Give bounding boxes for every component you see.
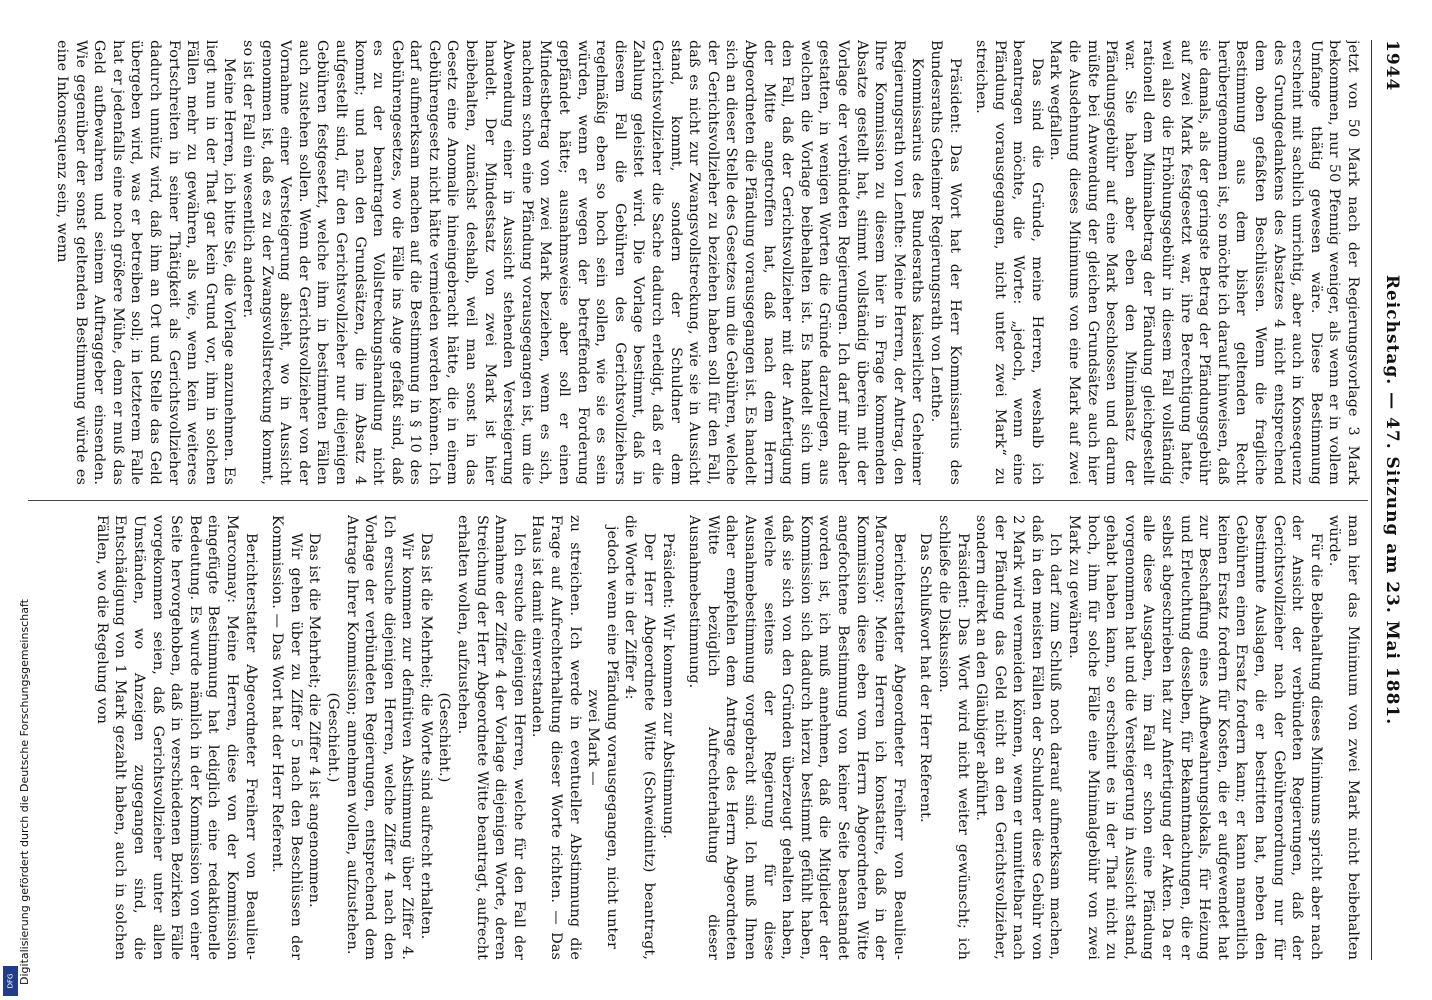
page-title: Reichstag. — 47. Sitzung am 23. Mai 1881. — [1382, 274, 1402, 726]
paragraph: Präsident: Das Wort hat der Herr Kommissarius des Bundesraths Geheimer Regierungsrath von Lenthe. — [927, 40, 963, 485]
right-column — [32, 515, 1362, 960]
stage-direction: (Geschieht.) — [324, 692, 341, 783]
paragraph: Wir gehen über zu Ziffer 5 nach den Beschlüssen der Kommission. — Das Wort hat der Herr Referent. — [269, 515, 304, 960]
paragraph: Berichterstatter Abgeordneter Freiherr von Beaulieu-Marconnay: Meine Herren, diese von der Kommission eingefügte Bestimmung hat lediglich eine redaktionelle Bedeutung. Es wurde nämlich in der Kommission von einer Seite hervorgehoben, daß in verschiedenen Bezirken Fälle vorgekommen seien, daß Gerichtsvollzieher unter allen Umständen, wo Anzeigen zugegangen sind, die Entschädigung von 1 Mark gezahlt haben, auch in solchen Fällen, wo die Regelung von — [93, 515, 259, 960]
paragraph: Berichterstatter Abgeordneter Freiherr von Beaulieu-Marconnay: Meine Herren ich konstatire, daß in der Kommission diese eben vom Herrn Abgeordneten Witte angefochtene Bestimmung von keiner Seite beanstandet worden ist, ich muß annehmen, daß die Mitglieder der Kommission sich dadurch hierzu bestimmt gefühlt haben, daß sie sich von den Gründen überzeugt gehalten haben, welche seitens der Regierung für diese Ausnahmebestimmung vorgebracht sind. Ich muß Ihnen daher empfehlen dem Antrage des Herrn Abgeordneten Witte bezüglich Aufrechterhaltung dieser Ausnahmebestimmung. — [686, 515, 907, 960]
paragraph: Präsident: Wir kommen zur Abstimmung. — [659, 533, 676, 839]
paragraph: Das ist die Mehrheit; die Worte sind aufrecht erhalten. — [417, 533, 434, 940]
paragraph: Kommissarius des Bundesraths kaiserlicher Geheimer Regierungsrath von Lenthe: Meine Herren, der Antrag, den Ihre Kommission zu diesem hier in Frage kommenden Absatze gestellt hat, stimmt vollständig überein mit der Vorlage der verbündeten Regierungen. Ich darf mir daher gestatten, in wenigen Worten die Gründe darzulegen, aus welchen die Vorlage beibehalten ist. Es handelt sich um den Fall, daß der Gerichtsvollzieher mit der Anfertigung der Mitte angetroffen hat, daß nach dem Herrn Abgeordneten die Pfändung vorausgegangen ist. Es handelt sich an dieser Stelle des Gesetzes um die Gebühren, welche der Gerichtsvollzieher zu beziehen haben soll für den Fall, daß es nicht zur Zwangsvollstreckung, wie sie in Aussicht stand, kommt, sondern der Schuldner dem Gerichtsvollzieher die Sache dadurch erledigt, daß er die Zahlung geleistet wird. Die Vorlage bestimmt, daß in diesem Fall die Gebühren des Gerichtsvollziehers regelmäßig eben so hoch sein sollen, wie sie es sein würden, wenn er wegen der betreffenden Forderung gepfändet hätte; ausnahmsweise aber soll er einen Mindestbetrag von zwei Mark beziehen, wenn es sich, nachdem schon eine Pfändung vorausgegangen ist, um die Abwendung einer in Aussicht stehenden Versteigerung handelt. Der Mindestsatz von zwei Mark ist hier beibehalten, zunächst deshalb, weil man sonst in das Gesetz eine Anomalie hineingebracht hätte, die in einem Gebührengesetz nicht hätte vermieden werden können. Ich darf aufmerksam machen auf die Bestimmung in § 10 des Gebührengesetzes, wo die Fälle ins Auge gefaßt sind, daß es zu der beantragten Vollstreckungshandlung nicht kommt; und nach den Grundsätzen, die im Absatz 4 aufgestellt sind, für den Gerichtsvollzieher nur diejenigen Gebühren festgesetzt, welche ihm in bestimmten Fällen auch zustehen sollen. Wenn der Gerichtsvollzieher von der Vornahme einer Versteigerung absieht, wo in Aussicht genommen ist, daß es zu der Zwangsvollstreckung kommt, so ist der Fall ein wesentlich anderer. — [239, 40, 926, 485]
page-number: 1944 — [1382, 40, 1402, 92]
paragraph: Das ist die Mehrheit; die Ziffer 4 ist angenommen. — [306, 533, 323, 908]
paragraph: zu streichen. Ich werde in eventueller Abstimmung die Frage auf Aufrechterhaltung dieser Worte richten. — Das Haus ist damit einverstanden. — [529, 515, 583, 960]
stage-direction: (Geschieht.) — [436, 692, 453, 783]
page-header — [1374, 40, 1404, 960]
paragraph: Der Herr Abgeordnete Witte (Schweidnitz) beantragt, die Worte in der Ziffer 4: — [622, 515, 658, 960]
paragraph: man hier das Minimum von zwei Mark nicht beibehalten würde. — [1326, 515, 1361, 960]
paragraph: Präsident: Das Wort wird nicht weiter gewünscht; ich schließe die Diskussion. — [935, 515, 971, 960]
paragraph: Meine Herren, ich bitte Sie, die Vorlage anzunehmen. Es liegt nun in der That gar kein Grund vor, ihm in solchen Fällen mehr zu gewähren, als wie, wenn kein weiteres Fortschreiten in seiner Thätigkeit als Gerichtsvollzieher dadurch unnütz wird, daß ihm an Ort und Stelle das Geld übergeben wird, was er betreiben soll; in letzterem Falle hat er jedenfalls eine noch größere Mühe, denn er muß das Geld aufbewahren und seinem Auftraggeber einsenden. Wie gegenüber der sonst geltenden Bestimmung würde es eine Inkonsequenz sein, wenn — [54, 40, 238, 485]
left-column — [32, 40, 1362, 485]
header-rule — [1371, 40, 1372, 960]
paragraph: Das sind die Gründe, meine Herren, weshalb ich beantragen möchte, die Worte: „jedoch, wenn eine Pfändung vorausgegangen, nicht unter zwei Mark“ zu streichen. — [973, 40, 1045, 485]
dfg-logo: DFG — [3, 966, 18, 996]
quoted-words: jedoch wenn eine Pfändung vorausgegangen, nicht unter zwei Mark — — [585, 526, 620, 949]
paragraph: Für die Beibehaltung dieses Minimums spricht aber nach der Ansicht der verbündeten Regierungen, daß der Gerichtsvollzieher nach der Gebührenordnung nur für bestimmte Auslagen, die er bestritten hat, neben den Gebühren einen Ersatz fordern kann; er kann namentlich keinen Ersatz fordern für Kosten, die er aufgewendet hat zur Beschaffung eines Aufbewahrungslokals, für Heizung und Erleuchtung desselben, für Bekanntmachungen, die er selbst abgeschrieben hat zur Anfertigung der Akten. Da er alle diese Ausgaben, im Fall er schon eine Pfändung vorgenommen hat und die Versteigerung in Aussicht stand, gehabt haben kann, so erscheint es in der That nicht zu hoch, ihm für solche Fälle eine Minimalgebühr von zwei Mark zu gewähren. — [1066, 515, 1324, 960]
digitisation-note — [0, 0, 31, 1000]
column-divider — [28, 500, 1368, 501]
paragraph: jetzt von 50 Mark nach der Regierungsvorlage 3 Mark bekommen, nur 50 Pfennig weniger, als wenn er in vollem Umfange thätig gewesen wäre. Diese Bestimmung erscheint mit sachlich unrichtig, aber auch in Konsequenz des Grundgedankens des Absatzes 4 nicht entsprechend dem oben gefaßten Beschlüssen. Wenn die fragliche Bestimmung aus dem bisher geltenden Recht herübergenommen ist, so möchte ich darauf hinweisen, daß sie damals, als der geringste Betrag der Pfändungsgebühr auf zwei Mark festgesetzt war, ihre Berechtigung hatte, weil also die Erhöhungsgebühr in diesem Fall vollständig rationell dem Minimalbetrag der Pfändung gleichgestellt war. Sie haben aber eben den Minimalsatz der Pfändungsgebühr auf eine Mark beschlossen und darum müßte bei Anwendung der gleichen Grundsätze auch hier die Ausdehnung dieses Minimums von eine Mark auf zwei Mark wegfallen. — [1047, 40, 1361, 485]
paragraph: Wir kommen zur definitiven Abstimmung über Ziffer 4. Ich ersuche diejenigen Herren, welche Ziffer 4 nach den Vorlage der verbündeten Regierungen, entsprechend dem Antrage Ihrer Kommission; annehmen wollen, aufzustehen. — [343, 515, 416, 960]
paragraph: Das Schlußwort hat der Herr Referent. — [917, 533, 934, 823]
paragraph: Ich darf zum Schluß noch darauf aufmerksam machen, daß in den meisten Fällen der Schuldner diese Gebühr von 2 Mark wird vermeiden können, wenn er unmittelbar nach der Pfändung das Geld nicht an den Gerichtsvollzieher, sondern direkt an den Gläubiger abführt. — [973, 515, 1064, 960]
paragraph: Ich ersuche diejenigen Herren, welche für den Fall der Annahme der Ziffer 4 der Vorlage diejenigen Worte, deren Streichung der Herr Abgeordnete Witte beantragt, aufrecht erhalten wollen, aufzustehen. — [455, 515, 527, 960]
digitisation-text: Digitalisierung gefördert durch die Deutsche Forschungsgemeinschaft — [18, 599, 31, 985]
